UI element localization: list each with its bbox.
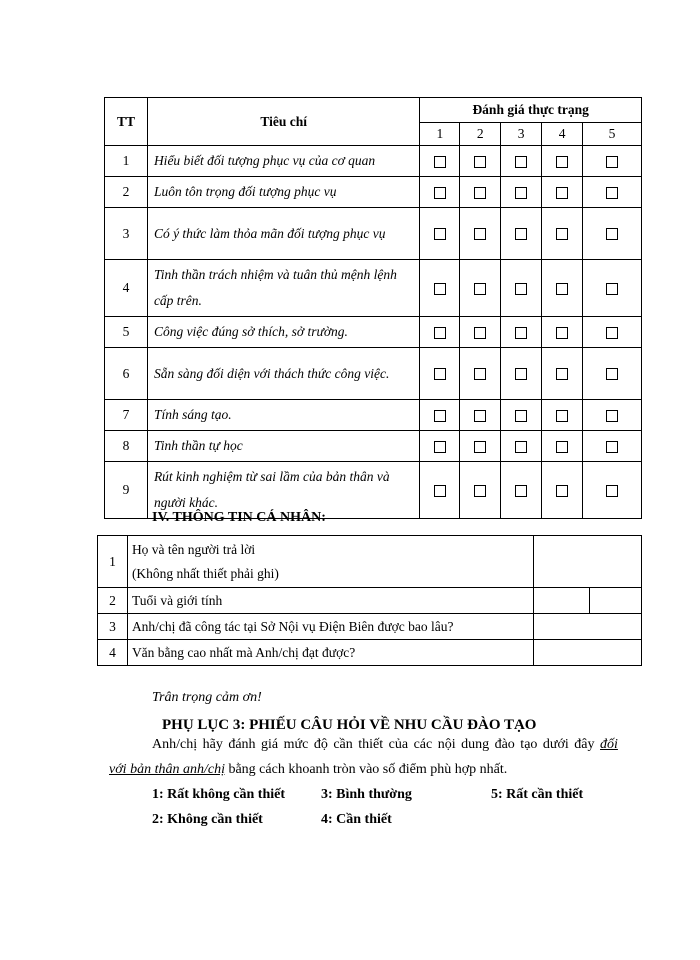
rating-checkbox-5[interactable] [606, 485, 618, 497]
rating-cell [420, 317, 460, 348]
rating-cell [583, 317, 642, 348]
rating-checkbox-5[interactable] [606, 156, 618, 168]
rating-checkbox-3[interactable] [515, 441, 527, 453]
rating-cell [501, 260, 542, 317]
criteria-text: Tinh thần trách nhiệm và tuân thủ mệnh lệnh cấp trên. [147, 260, 419, 317]
scale-4: 4: Cần thiết [321, 812, 392, 827]
info-name-label: Họ và tên người trả lời [131, 541, 256, 557]
criteria-number: 6 [105, 348, 148, 400]
rating-checkbox-1[interactable] [434, 228, 446, 240]
rating-checkbox-2[interactable] [474, 368, 486, 380]
criteria-row [105, 348, 642, 400]
scale-5: 5: Rất cần thiết [491, 787, 584, 802]
criteria-number: 5 [105, 317, 148, 348]
rating-cell [501, 177, 542, 208]
rating-cell [460, 431, 501, 462]
rating-cell [420, 260, 460, 317]
intro-emphasis: với bản thân anh/chị [109, 762, 225, 777]
rating-checkbox-3[interactable] [515, 368, 527, 380]
info-age-field[interactable] [534, 588, 590, 614]
rating-cell [460, 260, 501, 317]
rating-cell [420, 431, 460, 462]
criteria-row [105, 146, 642, 177]
criteria-text: Có ý thức làm thỏa mãn đối tượng phục vụ [147, 208, 419, 260]
rating-cell [542, 400, 583, 431]
intro-text: Anh/chị hãy đánh giá mức độ cần thiết của các nội dung đào tạo dưới đây [152, 737, 595, 752]
info-row-no: 1 [98, 536, 128, 588]
intro-emphasis: đối [600, 737, 618, 752]
header-assessment: Đánh giá thực trạng [420, 98, 642, 123]
info-age-gender-label: Tuổi và giới tính [127, 588, 533, 614]
rating-cell [542, 317, 583, 348]
rating-cell [542, 348, 583, 400]
intro-line-1 [152, 737, 618, 753]
personal-info-table [97, 535, 642, 666]
intro-line-2 [109, 762, 507, 778]
criteria-text: Hiểu biết đối tượng phục vụ của cơ quan [147, 146, 419, 177]
rating-cell [501, 431, 542, 462]
rating-checkbox-3[interactable] [515, 327, 527, 339]
info-answer-field[interactable] [534, 640, 642, 666]
rating-checkbox-3[interactable] [515, 485, 527, 497]
rating-checkbox-1[interactable] [434, 441, 446, 453]
rating-cell [583, 431, 642, 462]
scale-1: 1: Rất không cần thiết [152, 787, 286, 802]
rating-checkbox-5[interactable] [606, 187, 618, 199]
rating-checkbox-1[interactable] [434, 187, 446, 199]
rating-checkbox-2[interactable] [474, 410, 486, 422]
rating-cell [542, 208, 583, 260]
scale-3: 3: Bình thường [321, 787, 412, 802]
rating-cell [583, 146, 642, 177]
rating-checkbox-4[interactable] [556, 228, 568, 240]
rating-cell [460, 462, 501, 519]
rating-cell [460, 146, 501, 177]
criteria-number: 1 [105, 146, 148, 177]
rating-checkbox-4[interactable] [556, 283, 568, 295]
rating-checkbox-2[interactable] [474, 441, 486, 453]
rating-cell [542, 431, 583, 462]
rating-cell [583, 177, 642, 208]
rating-cell [460, 317, 501, 348]
criteria-number: 7 [105, 400, 148, 431]
section-4-title: IV. THÔNG TIN CÁ NHÂN: [152, 510, 326, 525]
rating-cell [583, 348, 642, 400]
rating-checkbox-5[interactable] [606, 368, 618, 380]
rating-cell [501, 348, 542, 400]
criteria-number: 3 [105, 208, 148, 260]
criteria-number: 9 [105, 462, 148, 519]
rating-checkbox-5[interactable] [606, 327, 618, 339]
info-tenure-label: Anh/chị đã công tác tại Sở Nội vụ Điện Biên được bao lâu? [127, 614, 533, 640]
scale-2: 2: Không cần thiết [152, 812, 263, 827]
rating-cell [460, 400, 501, 431]
rating-cell [501, 400, 542, 431]
rating-checkbox-5[interactable] [606, 283, 618, 295]
rating-checkbox-2[interactable] [474, 156, 486, 168]
rating-checkbox-2[interactable] [474, 187, 486, 199]
rating-cell [420, 400, 460, 431]
rating-checkbox-4[interactable] [556, 187, 568, 199]
rating-cell [420, 348, 460, 400]
rating-checkbox-4[interactable] [556, 327, 568, 339]
criteria-number: 8 [105, 431, 148, 462]
rating-cell [501, 208, 542, 260]
header-tt: TT [105, 98, 148, 146]
thanks-text: Trân trọng cảm ơn! [152, 690, 262, 705]
rating-cell [460, 208, 501, 260]
rating-checkbox-4[interactable] [556, 156, 568, 168]
criteria-row [105, 317, 642, 348]
criteria-text: Công việc đúng sở thích, sở trường. [147, 317, 419, 348]
rating-checkbox-4[interactable] [556, 441, 568, 453]
rating-cell [583, 260, 642, 317]
rating-cell [542, 146, 583, 177]
rating-checkbox-1[interactable] [434, 368, 446, 380]
rating-cell [420, 146, 460, 177]
assessment-table [104, 97, 642, 519]
rating-checkbox-3[interactable] [515, 228, 527, 240]
rating-cell [542, 177, 583, 208]
rating-cell [460, 348, 501, 400]
rating-checkbox-4[interactable] [556, 368, 568, 380]
rating-checkbox-1[interactable] [434, 283, 446, 295]
criteria-row [105, 208, 642, 260]
score-5: 5 [583, 123, 642, 146]
appendix-3-title: PHỤ LỤC 3: PHIẾU CÂU HỎI VỀ NHU CẦU ĐÀO TẠO [162, 717, 537, 733]
info-row-label [127, 536, 533, 588]
rating-cell [501, 146, 542, 177]
rating-checkbox-5[interactable] [606, 441, 618, 453]
rating-cell [542, 462, 583, 519]
rating-cell [583, 208, 642, 260]
score-2: 2 [460, 123, 501, 146]
rating-checkbox-1[interactable] [434, 156, 446, 168]
rating-checkbox-3[interactable] [515, 283, 527, 295]
rating-cell [583, 400, 642, 431]
rating-cell [501, 317, 542, 348]
criteria-row [105, 400, 642, 431]
rating-checkbox-1[interactable] [434, 327, 446, 339]
info-row-no: 4 [98, 640, 128, 666]
rating-cell [420, 208, 460, 260]
criteria-row [105, 177, 642, 208]
criteria-text: Sẵn sàng đối diện với thách thức công việc. [147, 348, 419, 400]
score-3: 3 [501, 123, 542, 146]
criteria-text: Tính sáng tạo. [147, 400, 419, 431]
info-answer-field[interactable] [534, 614, 642, 640]
header-criteria: Tiêu chí [147, 98, 419, 146]
score-1: 1 [420, 123, 460, 146]
rating-checkbox-2[interactable] [474, 283, 486, 295]
rating-cell [583, 462, 642, 519]
rating-checkbox-2[interactable] [474, 228, 486, 240]
info-row-no: 2 [98, 588, 128, 614]
rating-checkbox-2[interactable] [474, 485, 486, 497]
rating-cell [501, 462, 542, 519]
rating-cell [542, 260, 583, 317]
rating-checkbox-2[interactable] [474, 327, 486, 339]
score-4: 4 [542, 123, 583, 146]
rating-checkbox-5[interactable] [606, 410, 618, 422]
rating-checkbox-3[interactable] [515, 410, 527, 422]
criteria-text: Luôn tôn trọng đối tượng phục vụ [147, 177, 419, 208]
info-answer-field[interactable] [534, 536, 642, 588]
rating-checkbox-5[interactable] [606, 228, 618, 240]
criteria-text: Tinh thần tự học [147, 431, 419, 462]
rating-cell [460, 177, 501, 208]
rating-checkbox-3[interactable] [515, 156, 527, 168]
rating-checkbox-4[interactable] [556, 485, 568, 497]
info-name-note: (Không nhất thiết phải ghi) [131, 565, 279, 581]
criteria-number: 4 [105, 260, 148, 317]
intro-text: bằng cách khoanh tròn vào số điểm phù hợp nhất. [224, 762, 508, 777]
criteria-row [105, 260, 642, 317]
rating-checkbox-4[interactable] [556, 410, 568, 422]
info-gender-field[interactable] [590, 588, 642, 614]
criteria-text: Rút kinh nghiệm từ sai lầm của bản thân và người khác. [147, 462, 419, 519]
rating-checkbox-1[interactable] [434, 485, 446, 497]
rating-checkbox-3[interactable] [515, 187, 527, 199]
rating-cell [420, 462, 460, 519]
rating-cell [420, 177, 460, 208]
criteria-number: 2 [105, 177, 148, 208]
info-row-no: 3 [98, 614, 128, 640]
info-degree-label: Văn bằng cao nhất mà Anh/chị đạt được? [127, 640, 533, 666]
rating-checkbox-1[interactable] [434, 410, 446, 422]
criteria-row [105, 431, 642, 462]
